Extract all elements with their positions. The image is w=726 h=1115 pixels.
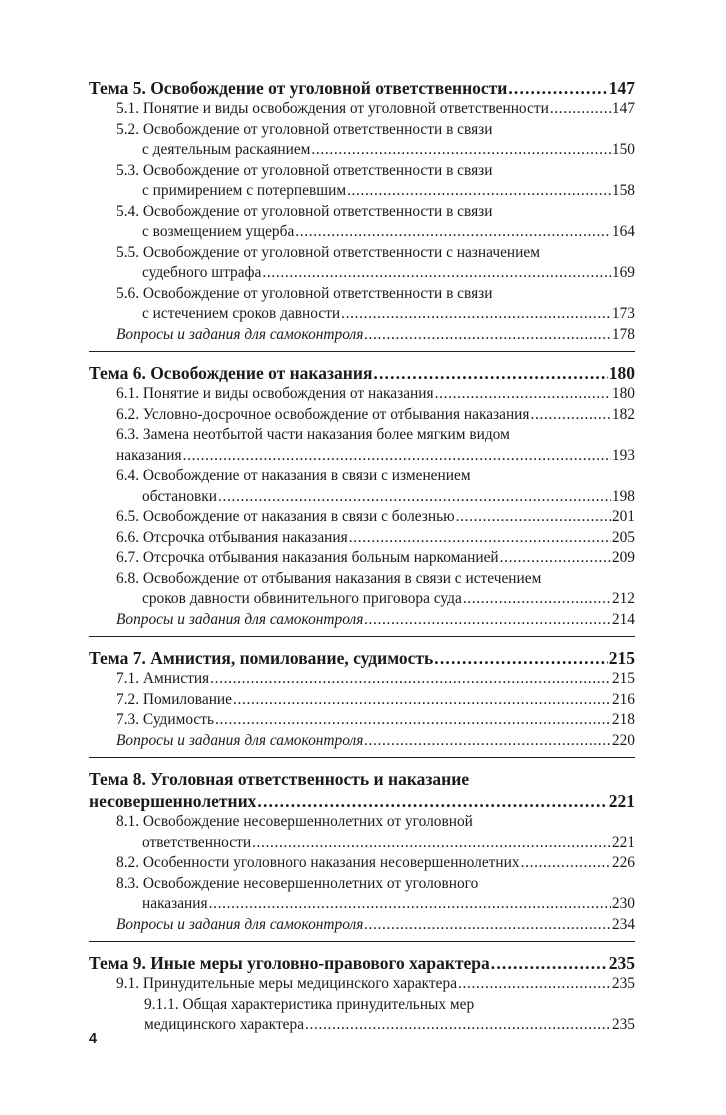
topic-title-last-line [89,790,635,812]
entry-text: с деятельным раскаянием [142,141,311,158]
entry-text: медицинского характера [144,1016,305,1033]
page-ref: 221 [611,833,635,851]
page-ref: 218 [611,711,635,728]
page-ref: 147 [611,100,635,117]
toc-entry-last-line [116,487,635,508]
entry-text: Тема 6. Освобождение от наказания [89,363,373,383]
topic-title [89,77,635,99]
dot-leader [508,77,607,99]
page-ref: 235 [611,1016,635,1033]
dot-leader [311,140,611,161]
self-check-questions [89,731,635,752]
entry-text: обстановки [142,487,218,505]
page-ref: 235 [611,975,635,992]
toc-entry-last-line [116,222,635,243]
entry-text: 6.5. Освобождение от наказания в связи с болезнью [116,508,455,525]
page-ref: 212 [611,590,635,607]
toc-entry-last-line [116,589,635,610]
entry-text: 5.1. Понятие и виды освобождения от уголовной ответственности [116,100,549,117]
entry-text: наказания [142,895,208,912]
page-ref: 214 [611,610,635,628]
page-ref: 201 [611,508,635,525]
toc-entry [89,548,635,569]
entry-text: ответственности [142,833,252,851]
self-check-questions [89,325,635,346]
toc-entry [89,569,635,610]
entry-text: с возмещением ущерба [142,223,295,240]
toc-entry-last-line [116,304,635,325]
page-ref: 220 [611,731,635,749]
topic-title-last-line [89,952,635,974]
topic-title-last-line [89,77,635,99]
dot-leader [215,710,611,731]
toc-entry [89,425,635,466]
toc-entry-line: 6.4. Освобождение от наказания в связи с изменением [116,467,471,484]
toc-entry-last-line [116,140,635,161]
page-ref: 180 [611,385,635,402]
toc-entry [89,120,635,161]
page-ref: 178 [611,325,635,343]
toc-entry-line: 5.5. Освобождение от уголовной ответственности с назначением [116,243,540,261]
toc-topic [89,362,635,637]
dot-leader [218,487,611,508]
self-check-line [116,731,635,752]
dot-leader [349,528,611,549]
toc-entry-last-line [116,181,635,202]
toc-entry [89,243,635,284]
entry-text: с примирением с потерпевшим [142,182,347,199]
entry-text: 7.3. Судимость [116,711,215,728]
toc-entry [89,284,635,325]
page-ref: 150 [611,141,635,158]
entry-text: 7.1. Амнистия [116,670,210,687]
toc-entry-last-line [116,710,635,731]
toc-entry-last-line [116,833,635,854]
page-ref: 182 [611,405,635,423]
toc-entry [89,710,635,731]
entry-text: сроков давности обвинительного приговора суда [142,590,462,607]
toc-entry [89,466,635,507]
entry-text: 6.2. Условно-досрочное освобождение от отбывания наказания [116,405,530,423]
toc-entry [89,202,635,243]
page-ref: 235 [608,953,635,973]
toc-entry-last-line [116,894,635,915]
dot-leader [435,384,611,405]
dot-leader [305,1015,611,1036]
toc-entry [89,853,635,874]
dot-leader [521,853,611,874]
toc-entry-last-line [116,669,635,690]
toc-entry [89,384,635,405]
dot-leader [233,690,611,711]
topic-title-last-line [89,647,635,669]
page-ref: 198 [611,487,635,505]
dot-leader [458,974,611,995]
topic-title [89,768,635,812]
toc-topic [89,768,635,942]
dot-leader [257,790,607,812]
self-check-questions [89,915,635,936]
toc-topic [89,647,635,758]
topic-title [89,952,635,974]
page-number: 4 [89,1031,98,1047]
toc-entry [89,161,635,202]
entry-text: несовершеннолетних [89,791,257,811]
entry-text: 7.2. Помилование [116,690,233,708]
dot-leader [500,548,611,569]
toc-entry-last-line [116,263,635,284]
dot-leader [364,610,610,631]
toc-entry-last-line [116,548,635,569]
entry-text: 6.6. Отсрочка отбывания наказания [116,528,348,546]
entry-text: Вопросы и задания для самоконтроля [116,731,364,749]
toc-entry-line: 5.3. Освобождение от уголовной ответственности в связи [116,161,493,179]
entry-text: Вопросы и задания для самоконтроля [116,610,364,628]
dot-leader [531,405,611,426]
self-check-line [116,915,635,936]
dot-leader [262,263,611,284]
self-check-questions [89,610,635,631]
toc-entry-line: 5.4. Освобождение от уголовной ответственности в связи [116,202,493,220]
page-ref: 226 [611,854,635,871]
dot-leader [347,181,611,202]
entry-text: судебного штрафа [142,264,262,281]
dot-leader [364,915,610,936]
toc-entry-last-line [116,974,635,995]
toc-entry [89,812,635,853]
page-ref: 169 [611,264,635,281]
page-ref: 234 [611,915,635,933]
toc-entry [89,690,635,711]
toc-entry [89,669,635,690]
dot-leader [456,507,611,528]
dot-leader [183,446,611,467]
topic-title [89,362,635,384]
toc-entry-last-line [116,528,635,549]
page-ref: 209 [611,549,635,566]
toc-entry [89,995,635,1036]
toc-entry-line: 6.3. Замена неотбытой части наказания более мягким видом [116,426,510,443]
dot-leader [341,304,611,325]
page-ref: 205 [611,528,635,546]
page-ref: 215 [608,648,635,668]
dot-leader [295,222,611,243]
toc-topic [89,77,635,352]
toc-entry [89,99,635,120]
entry-text: с истечением сроков давности [142,305,341,322]
page-ref: 173 [611,305,635,322]
entry-text: наказания [116,446,182,464]
dot-leader [252,833,611,854]
entry-text: 6.7. Отсрочка отбывания наказания больным наркоманией [116,549,499,566]
entry-text: 8.2. Особенности уголовного наказания несовершеннолетних [116,854,520,871]
toc-entry [89,507,635,528]
toc-entry-line: 8.3. Освобождение несовершеннолетних от уголовного [116,874,479,892]
entry-text: Тема 7. Амнистия, помилование, судимость [89,648,434,668]
toc-entry-last-line [116,384,635,405]
dot-leader [209,894,611,915]
toc-entry-last-line [116,99,635,120]
topic-title [89,647,635,669]
entry-text: Тема 5. Освобождение от уголовной ответственности [89,78,508,98]
dot-leader [210,669,611,690]
toc-entry [89,405,635,426]
toc-entry-last-line [144,1015,635,1036]
topic-title-last-line [89,362,635,384]
dot-leader [364,731,610,752]
page-ref: 193 [611,446,635,464]
toc-entry-line: 8.1. Освобождение несовершеннолетних от уголовной [116,813,473,830]
page-ref: 180 [608,363,635,383]
dot-leader [364,325,610,346]
entry-text: Вопросы и задания для самоконтроля [116,325,364,343]
page-ref: 147 [608,78,635,98]
toc-entry-last-line [116,507,635,528]
page-ref: 215 [611,670,635,687]
self-check-line [116,610,635,631]
dot-leader [491,952,608,974]
page-ref: 221 [608,791,635,811]
page-ref: 158 [611,182,635,199]
entry-text: 9.1. Принудительные меры медицинского характера [116,975,458,992]
toc-entry [89,974,635,995]
topic-title-line: Тема 8. Уголовная ответственность и наказание [89,769,470,789]
toc-entry-last-line [116,405,635,426]
dot-leader [434,647,607,669]
entry-text: Тема 9. Иные меры уголовно-правового характера [89,953,490,973]
toc-entry [89,874,635,915]
entry-text: Вопросы и задания для самоконтроля [116,915,364,933]
toc-entry-line: 6.8. Освобождение от отбывания наказания в связи с истечением [116,569,542,587]
toc-entry-last-line [116,853,635,874]
toc-entry-line: 5.2. Освобождение от уголовной ответственности в связи [116,120,493,138]
dot-leader [550,99,611,120]
toc-topic [89,952,635,1042]
self-check-line [116,325,635,346]
entry-text: 6.1. Понятие и виды освобождения от наказания [116,385,434,402]
page-ref: 164 [611,223,635,240]
toc-entry-last-line [116,690,635,711]
toc-entry-line: 9.1.1. Общая характеристика принудительных мер [144,995,475,1013]
dot-leader [463,589,611,610]
toc-entry-line: 5.6. Освобождение от уголовной ответственности в связи [116,284,493,302]
toc-entry-last-line [116,446,635,467]
dot-leader [373,362,607,384]
table-of-contents [89,77,635,1052]
toc-entry [89,528,635,549]
page-ref: 230 [611,895,635,912]
page-ref: 216 [611,690,635,708]
